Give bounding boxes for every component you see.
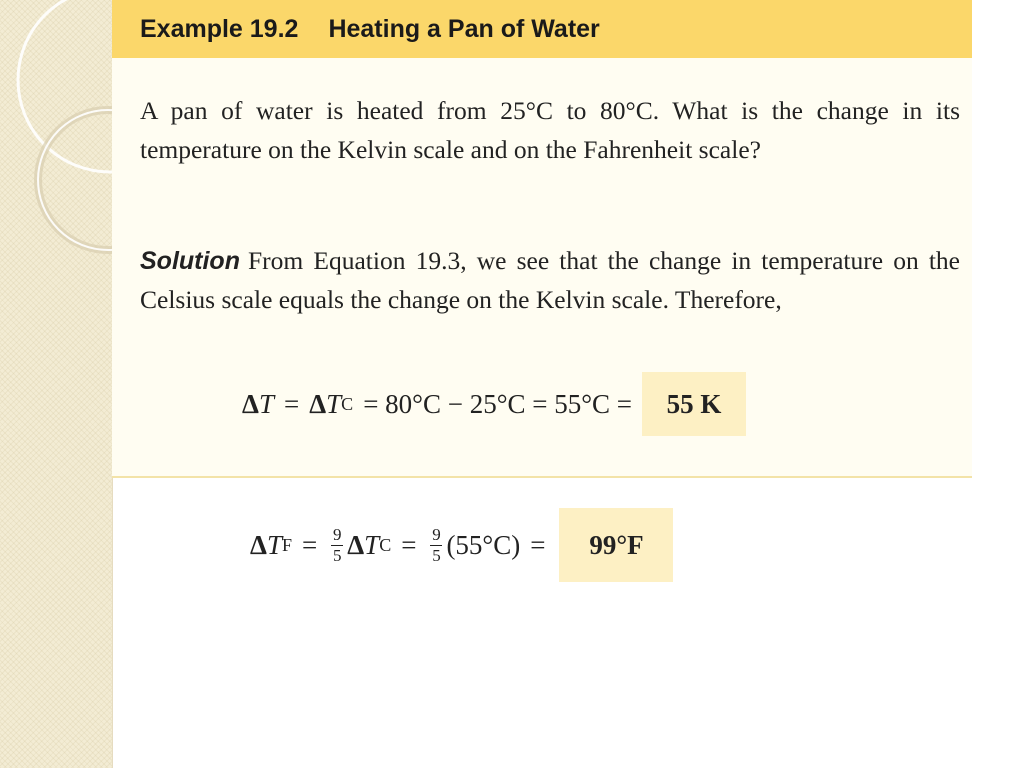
example-number: Example 19.2 bbox=[140, 14, 299, 43]
subscript-c: C bbox=[341, 393, 354, 414]
solution-label: Solution bbox=[140, 247, 240, 275]
subscript-c: C bbox=[379, 534, 392, 555]
fahrenheit-answer: 99°F bbox=[559, 508, 673, 582]
kelvin-answer: 55 K bbox=[642, 372, 746, 436]
delta-symbol: Δ bbox=[347, 529, 365, 560]
fraction-nine-fifths bbox=[430, 526, 442, 565]
subscript-f: F bbox=[281, 534, 292, 555]
fraction-denominator: 5 bbox=[332, 545, 342, 565]
example-title: Heating a Pan of Water bbox=[328, 14, 600, 43]
example-body bbox=[112, 58, 972, 478]
parenthesized-value: (55°C) bbox=[446, 529, 521, 560]
decorative-circles-icon bbox=[0, 0, 112, 300]
fraction-numerator: 9 bbox=[432, 524, 441, 544]
fraction-nine-fifths bbox=[331, 526, 343, 565]
equals-sign: = bbox=[401, 529, 417, 560]
variable-t: T bbox=[364, 529, 380, 560]
kelvin-equation bbox=[242, 372, 746, 436]
equals-sign: = bbox=[530, 529, 546, 560]
delta-symbol: Δ bbox=[309, 388, 327, 419]
equals-sign: = bbox=[283, 388, 300, 419]
delta-symbol: Δ bbox=[250, 529, 267, 560]
fraction-denominator: 5 bbox=[432, 545, 441, 565]
solution-text: From Equation 19.3, we see that the change in temperature on the Celsius scale equals the change on the Kelvin scale. Therefore, bbox=[140, 246, 960, 314]
decorative-sidebar bbox=[0, 0, 113, 768]
solution-paragraph bbox=[140, 242, 960, 319]
fraction-numerator: 9 bbox=[332, 524, 342, 544]
kelvin-rhs: = 80°C − 25°C = 55°C = bbox=[363, 388, 633, 419]
fahrenheit-equation bbox=[250, 508, 673, 582]
delta-symbol: Δ bbox=[242, 388, 259, 419]
problem-statement: A pan of water is heated from 25°C to 80°C. What is the change in its temperature on the Kelvin scale and on the Fahrenheit scale? bbox=[140, 96, 960, 164]
equals-sign: = bbox=[301, 529, 318, 560]
example-header bbox=[112, 0, 972, 58]
variable-t: T bbox=[266, 529, 282, 560]
variable-t: T bbox=[258, 388, 274, 419]
variable-t: T bbox=[326, 388, 342, 419]
